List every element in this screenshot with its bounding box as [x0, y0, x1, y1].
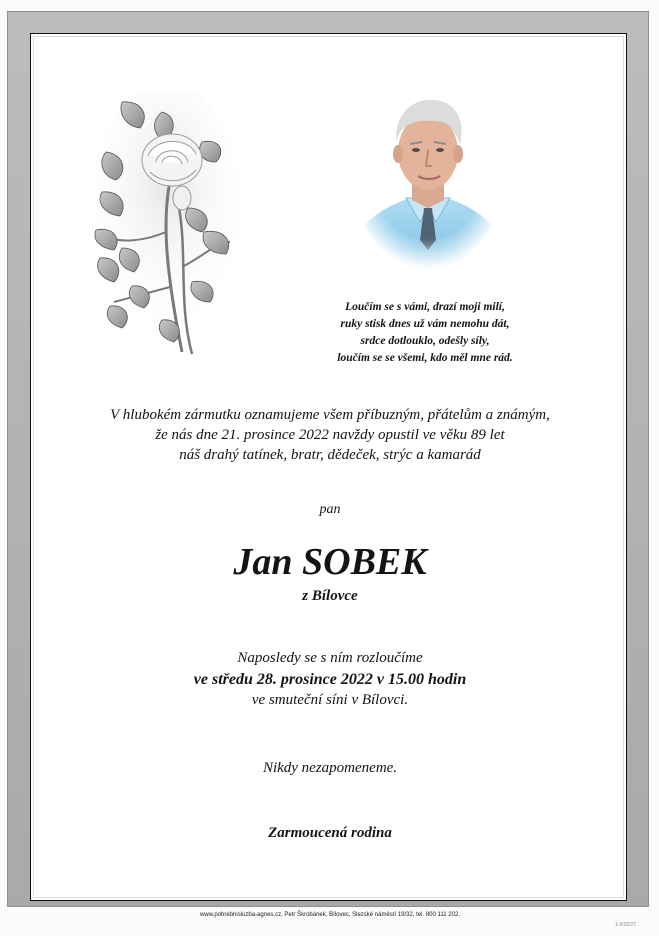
rose-illustration-icon	[92, 92, 242, 360]
poem-line: ruky stisk dnes už vám nemohu dát,	[340, 318, 510, 330]
funeral-location: ve smuteční síni v Bílovci.	[251, 692, 409, 708]
corner-code: 1-0/22/27	[615, 922, 637, 928]
announcement	[40, 405, 620, 465]
funeral-info	[40, 648, 620, 711]
poem-line: srdce dotlouklo, odešly síly,	[360, 335, 490, 347]
poem-line: Loučím se s vámi, drazí moji milí,	[345, 301, 505, 313]
announcement-line: náš drahý tatínek, bratr, dědeček, strýc a kamarád	[179, 447, 481, 463]
portrait-icon	[354, 90, 502, 268]
portrait-photo	[354, 90, 502, 268]
footer-contact: www.pohrebnisluzba-agnes.cz, Petr Škrobánek, Bílovec, Slezské náměstí 19/32, tel. 800 111 202.	[200, 912, 460, 918]
signature: Zarmoucená rodina	[268, 825, 392, 841]
poem-line: loučím se se všemi, kdo měl mne rád.	[337, 352, 513, 364]
funeral-datetime: ve středu 28. prosince 2022 v 15.00 hodin	[193, 671, 467, 688]
deceased-place: z Bílovce	[302, 588, 358, 604]
poem	[300, 299, 550, 367]
funeral-intro: Naposledy se s ním rozloučíme	[237, 650, 423, 666]
announcement-line: V hlubokém zármutku oznamujeme všem příbuzným, přátelům a známým,	[110, 407, 550, 423]
closing-line: Nikdy nezapomeneme.	[262, 760, 398, 776]
honorific: pan	[319, 502, 341, 517]
announcement-line: že nás dne 21. prosince 2022 navždy opustil ve věku 89 let	[155, 427, 505, 443]
deceased-name: Jan SOBEK	[233, 541, 427, 583]
